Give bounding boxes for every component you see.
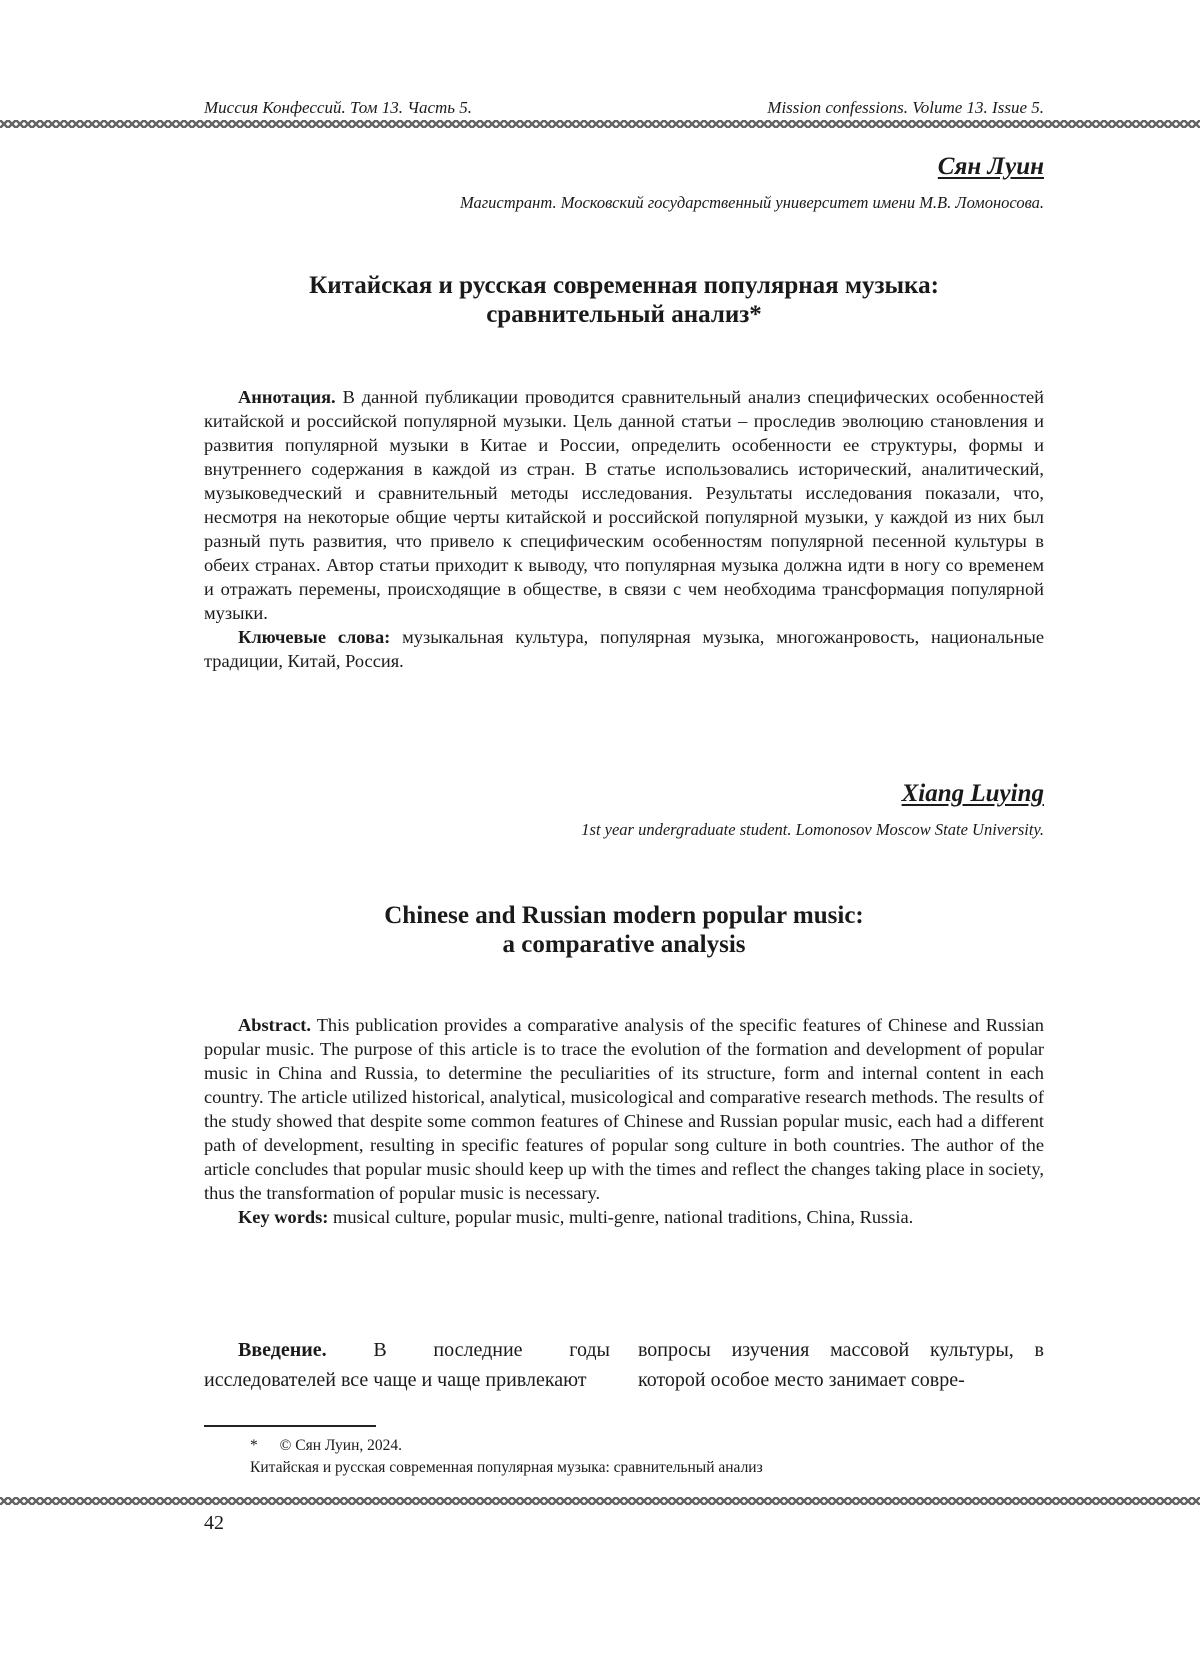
- footnote-copyright: © Сян Луин, 2024.: [280, 1437, 402, 1454]
- header-left: Миссия Конфессий. Том 13. Часть 5.: [204, 98, 472, 118]
- en-title-line1: Chinese and Russian modern popular music:: [204, 901, 1044, 930]
- intro-column-left: [204, 1335, 610, 1395]
- header-right: Mission confessions. Volume 13. Issue 5.: [767, 98, 1044, 118]
- en-abstract-label: Abstract.: [238, 1015, 311, 1035]
- ru-title-line2: сравнительный анализ*: [204, 300, 1044, 329]
- ru-keywords-paragraph: [204, 625, 1044, 673]
- ru-abstract-label: Аннотация.: [238, 387, 336, 407]
- intro-col1-text: В последние годы исследователей все чаще и чаще привлекают: [204, 1339, 610, 1391]
- en-author-name: Xiang Luying: [581, 780, 1044, 808]
- page: [0, 0, 1200, 1675]
- running-header: [204, 98, 1044, 118]
- footnote-marker: *: [250, 1437, 258, 1454]
- en-keywords-text: musical culture, popular music, multi-genre, national traditions, China, Russia.: [328, 1207, 913, 1227]
- header-ornament-divider: [0, 120, 1200, 128]
- ru-author-block: [460, 153, 1044, 213]
- en-keywords-label: Key words:: [238, 1207, 328, 1227]
- en-title-line2: a comparative analysis: [204, 930, 1044, 959]
- ru-keywords-label: Ключевые слова:: [238, 627, 390, 647]
- en-abstract-text: This publication provides a comparative analysis of the specific features of Chinese and Russian popular music. The purpose of this article is to trace the evolution of the formation and development of popular music in China and Russia, to determine the peculiarities of its structure, form and internal content in each country. The article utilized historical, analytical, musicological and comparative research methods. The results of the study showed that despite some common features of Chinese and Russian popular music, each had a different path of development, resulting in specific features of popular song culture in both countries. The author of the article concludes that popular music should keep up with the times and reflect the changes taking place in society, thus the transformation of popular music is necessary.: [204, 1015, 1044, 1203]
- ru-author-name: Сян Луин: [460, 153, 1044, 181]
- en-abstract: [204, 1013, 1044, 1229]
- ru-abstract: [204, 385, 1044, 673]
- ru-article-title: [204, 271, 1044, 329]
- en-author-block: [581, 780, 1044, 840]
- en-keywords-paragraph: [204, 1205, 1044, 1229]
- en-abstract-paragraph: [204, 1013, 1044, 1205]
- ru-author-affiliation: Магистрант. Московский государственный университет имени М.В. Ломоносова.: [460, 193, 1044, 213]
- footer-ornament-divider: [0, 1497, 1200, 1505]
- footnote-title: Китайская и русская современная популярная музыка: сравнительный анализ: [250, 1459, 1044, 1477]
- ru-abstract-text: В данной публикации проводится сравнительный анализ специфических особенностей китайской и российской популярной музыки. Цель данной статьи – проследив эволюцию становления и развития популярной музыки в Китае и России, определить особенности ее структуры, формы и внутреннего содержания в каждой из стран. В статье использовались исторический, аналитический, музыковедческий и сравнительный методы исследования. Результаты исследования показали, что, несмотря на некоторые общие черты китайской и российской популярной музыки, у каждой из них был разный путь развития, что привело к специфическим особенностям популярной песенной культуры в обеих странах. Автор статьи приходит к выводу, что популярная музыка должна идти в ногу со временем и отражать перемены, происходящие в обществе, в связи с чем необходима трансформация популярной музыки.: [204, 387, 1044, 623]
- en-author-affiliation: 1st year undergraduate student. Lomonosov Moscow State University.: [581, 820, 1044, 840]
- ru-keywords-text: музыкальная культура, популярная музыка, многожанровость, национальные традиции, Китай, Россия.: [204, 627, 1044, 671]
- footnote-copyright-line: [250, 1437, 1044, 1455]
- en-article-title: [204, 901, 1044, 959]
- ru-abstract-paragraph: [204, 385, 1044, 625]
- intro-column-right: вопросы изучения массовой культуры, в которой особое место занимает совре-: [638, 1335, 1044, 1395]
- page-number: 42: [204, 1512, 224, 1535]
- intro-label: Введение.: [238, 1339, 327, 1361]
- ru-title-line1: Китайская и русская современная популярная музыка:: [204, 271, 1044, 300]
- introduction-columns: [204, 1335, 1044, 1395]
- footnote-rule: [204, 1425, 376, 1427]
